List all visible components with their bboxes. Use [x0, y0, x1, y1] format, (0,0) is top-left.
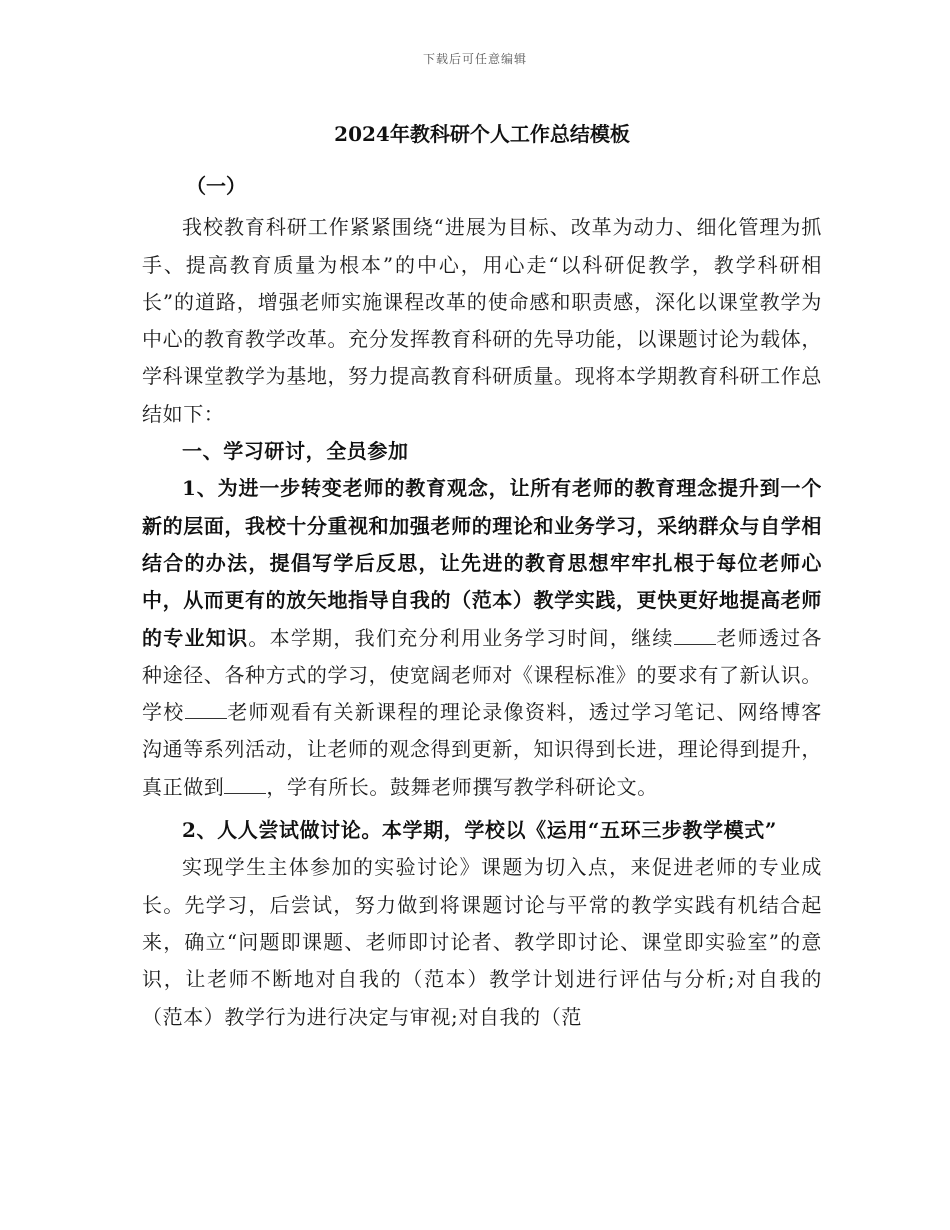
- item1-bold-text: 1、为进一步转变老师的教育观念，让所有老师的教育理念提升到一个新的层面，我校十分重视和加强老师的理论和业务学习，采纳群众与自学相结合的办法，提倡写学后反思，让先进的教育思想牢牢扎根于每位老师心中，从而更有的放矢地指导自我的（范本）教学实践，更快更好地提高老师的专业知识: [142, 476, 822, 650]
- fill-blank-1: [674, 628, 716, 645]
- section-marker: （一）: [186, 174, 246, 198]
- item2-heading: 2、人人尝试做讨论。本学期，学校以《运用“五环三步教学模式”: [182, 818, 777, 843]
- item1-text-3: 老师观看有关新课程的理论录像资料，透过学习笔记、网络博客沟通等系列活动，让老师的观念得到更新，知识得到长进，理论得到提升，真正做到: [142, 700, 822, 799]
- item1-text-1: 。本学期，我们充分利用业务学习时间，继续: [248, 625, 674, 650]
- document-title: 2024年教科研个人工作总结模板: [334, 122, 630, 146]
- intro-paragraph: 我校教育科研工作紧紧围绕“进展为目标、改革为动力、细化管理为抓手、提高教育质量为根本”的中心，用心走“以科研促教学，教学科研相长”的道路，增强老师实施课程改革的使命感和职责感，深化以课堂教学为中心的教育教学改革。充分发挥教育科研的先导功能，以课题讨论为载体，学科课堂教学为基地，努力提高教育科研质量。现将本学期教育科研工作总结如下：: [142, 215, 822, 426]
- document-body: [142, 118, 822, 1036]
- item2-paragraph: 实现学生主体参加的实验讨论》课题为切入点，来促进老师的专业成长。先学习，后尝试，努力做到将课题讨论与平常的教学实践有机结合起来，确立“问题即课题、老师即讨论者、教学即讨论、课堂即实验室”的意识，让老师不断地对自我的（范本）教学计划进行评估与分析;对自我的（范本）教学行为进行决定与审视;对自我的（范: [142, 855, 822, 1029]
- heading-study: 一、学习研讨，全员参加: [182, 439, 409, 464]
- page-header: 下载后可任意编辑: [422, 52, 527, 66]
- item1-text-4: ，学有所长。鼓舞老师撰写教学科研论文。: [266, 774, 658, 799]
- fill-blank-3: [224, 777, 266, 794]
- item1-text-2: 老师透过各种途径、各种方式的学习，使宽阔老师对《课程标准》的要求有了新认识。学校: [142, 625, 823, 725]
- item1-paragraph: [142, 470, 822, 806]
- fill-blank-2: [185, 702, 227, 719]
